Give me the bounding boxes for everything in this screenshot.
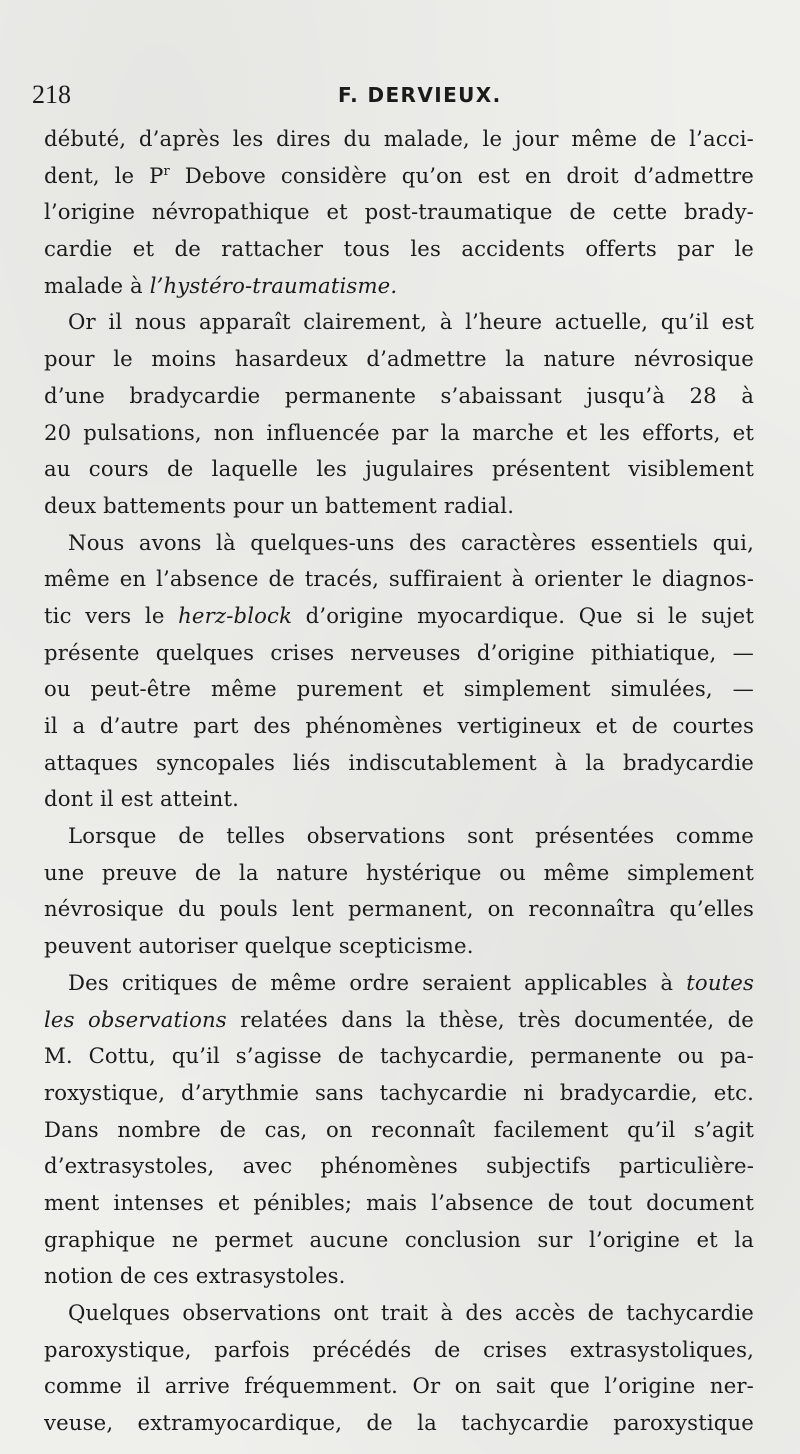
text-segment: au cours de laquelle les jugulaires présentent visiblement <box>44 456 754 482</box>
text-line <box>44 891 754 928</box>
text-line <box>44 1222 754 1259</box>
text-segment: malade à <box>44 272 150 298</box>
text-line <box>44 745 754 782</box>
text-line <box>44 194 754 231</box>
text-segment: dent, le P <box>44 162 164 188</box>
text-segment: peuvent autoriser quelque scepticisme. <box>44 933 474 959</box>
superscript-text: r <box>163 163 170 179</box>
text-segment: Dans nombre de cas, on reconnaît facilement qu’il s’agit <box>44 1116 754 1142</box>
text-segment: graphique ne permet aucune conclusion sur l’origine et la <box>44 1226 754 1252</box>
text-segment: névrosique du pouls lent permanent, on reconnaîtra qu’elles <box>44 896 754 922</box>
text-line <box>44 1368 754 1405</box>
text-line <box>44 1038 754 1075</box>
text-segment: d’origine myocardique. Que si le sujet <box>292 602 754 628</box>
italic-text: l’hystéro-traumatisme. <box>149 272 398 298</box>
text-line <box>44 855 754 892</box>
text-segment: d’une bradycardie permanente s’abaissant jusqu’à 28 à <box>44 382 754 408</box>
body-text <box>44 121 754 1442</box>
text-line <box>44 1148 754 1185</box>
text-segment: pour le moins hasardeux d’admettre la nature névrosique <box>44 346 754 372</box>
text-line <box>44 378 754 415</box>
text-line <box>44 268 754 305</box>
text-segment: paroxystique, parfois précédés de crises extrasystoliques, <box>44 1336 754 1362</box>
text-line <box>44 451 754 488</box>
text-segment: tic vers le <box>44 602 179 628</box>
text-segment: attaques syncopales liés indiscutablement à la bradycardie <box>44 749 754 775</box>
text-line <box>44 708 754 745</box>
text-segment: d’extrasystoles, avec phénomènes subjectifs particulière- <box>44 1153 754 1179</box>
text-line <box>44 1295 754 1332</box>
text-segment: Debove considère qu’on est en droit d’admettre <box>169 162 754 188</box>
text-segment: il a d’autre part des phénomènes vertigineux et de courtes <box>44 713 754 738</box>
text-segment: veuse, extramyocardique, de la tachycardie paroxystique <box>44 1410 754 1436</box>
page-number: 218 <box>32 80 71 109</box>
text-line <box>44 561 754 598</box>
text-segment: roxystique, d’arythmie sans tachycardie ni bradycardie, etc. <box>44 1079 754 1105</box>
text-segment: Lorsque de telles observations sont présentées comme <box>68 823 754 849</box>
text-line <box>44 341 754 378</box>
italic-text: herz-block <box>178 602 293 628</box>
text-segment: deux battements pour un battement radial. <box>44 492 515 518</box>
italic-text: les observations <box>44 1006 227 1032</box>
text-segment: M. Cottu, qu’il s’agisse de tachycardie, permanente ou pa- <box>44 1043 754 1069</box>
running-head: F. DERVIEUX. <box>338 83 502 107</box>
text-segment: dont il est atteint. <box>44 786 240 812</box>
text-line <box>44 231 754 268</box>
text-line <box>44 304 754 341</box>
text-line <box>44 1112 754 1149</box>
text-segment: ment intenses et pénibles; mais l’absence de tout document <box>44 1189 754 1215</box>
text-segment: cardie et de rattacher tous les accidents offerts par le <box>44 236 754 262</box>
text-line <box>44 1405 754 1442</box>
text-line <box>44 525 754 562</box>
text-segment: Quelques observations ont trait à des accès de tachycardie <box>68 1300 754 1325</box>
text-segment: comme il arrive fréquemment. Or on sait que l’origine ner- <box>44 1373 754 1399</box>
text-segment: ou peut-être même purement et simplement simulées, — <box>44 676 754 702</box>
text-segment: Des critiques de même ordre seraient applicables à <box>68 969 687 995</box>
text-line <box>44 1332 754 1369</box>
text-segment: relatées dans la thèse, très documentée, de <box>226 1006 754 1032</box>
text-line <box>44 928 754 965</box>
text-line <box>44 121 754 158</box>
text-segment: même en l’absence de tracés, suffiraient à orienter le diagnos- <box>44 566 754 592</box>
text-line <box>44 488 754 525</box>
text-line <box>44 1002 754 1039</box>
text-line <box>44 598 754 635</box>
text-segment: présente quelques crises nerveuses d’origine pithiatique, — <box>44 639 754 665</box>
text-line <box>44 415 754 452</box>
text-line <box>44 635 754 672</box>
text-segment: 20 pulsations, non influencée par la marche et les efforts, et <box>44 419 754 445</box>
text-line <box>44 1075 754 1112</box>
text-segment: Or il nous apparaît clairement, à l’heure actuelle, qu’il est <box>68 309 754 335</box>
italic-text: toutes <box>686 969 754 995</box>
text-line <box>44 158 754 195</box>
text-segment: l’origine névropathique et post-traumatique de cette brady- <box>44 199 754 225</box>
page-header <box>32 76 772 116</box>
text-line <box>44 781 754 818</box>
text-line <box>44 671 754 708</box>
text-segment: notion de ces extrasystoles. <box>44 1263 346 1289</box>
text-segment: débuté, d’après les dires du malade, le jour même de l’acci- <box>44 126 754 151</box>
text-segment: Nous avons là quelques-uns des caractères essentiels qui, <box>68 529 754 555</box>
text-segment: une preuve de la nature hystérique ou même simplement <box>44 859 754 885</box>
text-line <box>44 1258 754 1295</box>
text-line <box>44 1185 754 1222</box>
text-line <box>44 818 754 855</box>
text-line <box>44 965 754 1002</box>
